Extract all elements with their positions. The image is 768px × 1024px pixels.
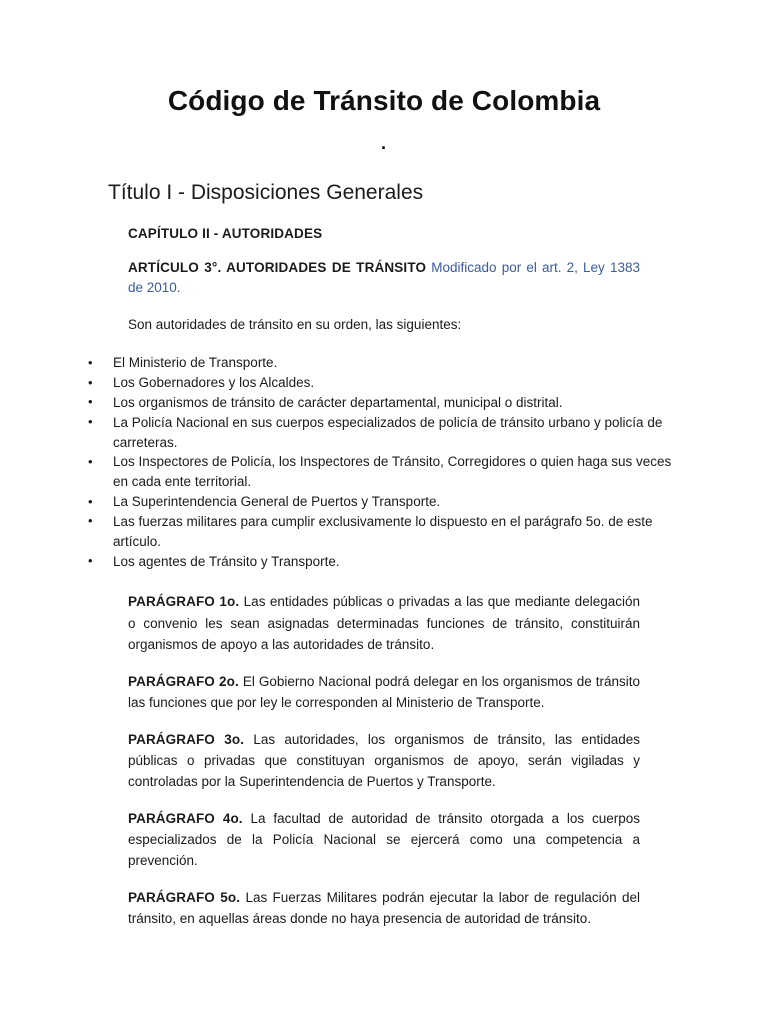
- chapter-heading-capitulo-ii: CAPÍTULO II - AUTORIDADES: [128, 226, 323, 242]
- paragraph-label: PARÁGRAFO 4o.: [128, 810, 243, 826]
- paragraph-text: Las autoridades, los organismos de tránsito, las entidades públicas o privadas que constituyan organismos de apoyo, serán vigiladas y controladas por la Superintendencia de Puertos y Transporte.: [128, 731, 640, 789]
- article-heading: [128, 244, 640, 299]
- article-amendment-link[interactable]: Modificado por el art. 2, Ley 1383 de 2010.: [128, 259, 640, 296]
- list-item: • Los organismos de tránsito de carácter departamental, municipal o distrital.: [88, 393, 673, 413]
- paragraph-5: [128, 887, 640, 929]
- paragraph-label: PARÁGRAFO 2o.: [128, 673, 239, 689]
- paragraph-text: Las Fuerzas Militares podrán ejecutar la labor de regulación del tránsito, en aquellas áreas donde no haya presencia de autoridad de tránsito.: [128, 889, 640, 927]
- list-item: • Los Inspectores de Policía, los Inspectores de Tránsito, Corregidores o quien haga sus veces en cada ente territorial.: [88, 452, 673, 492]
- list-item: • La Superintendencia General de Puertos y Transporte.: [88, 492, 673, 512]
- paragraph-text: La facultad de autoridad de tránsito otorgada a los cuerpos especializados de la Policía Nacional se ejercerá como una competencia a prevención.: [128, 810, 640, 868]
- paragraph-label: PARÁGRAFO 3o.: [128, 731, 245, 747]
- paragraph-text: Las entidades públicas o privadas a las que mediante delegación o convenio les sean asignadas determinadas funciones de tránsito, constituirán organismos de apoyo a las autoridades de tránsito.: [128, 594, 640, 652]
- paragraph-label: PARÁGRAFO 5o.: [128, 889, 241, 905]
- list-item: • Los agentes de Tránsito y Transporte.: [88, 552, 673, 572]
- list-item: • El Ministerio de Transporte.: [88, 353, 673, 373]
- paragraph-1: [128, 591, 640, 670]
- article-label: ARTÍCULO 3°. AUTORIDADES DE TRÁNSITO: [128, 259, 427, 275]
- paragraph-2: [128, 671, 640, 729]
- list-item: • La Policía Nacional en sus cuerpos especializados de policía de tránsito urbano y policía de carreteras.: [88, 413, 673, 453]
- paragraphs-block: [0, 571, 768, 929]
- title-separator-dot: ·: [381, 138, 387, 159]
- list-item: • Las fuerzas militares para cumplir exclusivamente lo dispuesto en el parágrafo 5o. de este artículo.: [88, 512, 673, 552]
- document-title: Código de Tránsito de Colombia: [167, 85, 601, 116]
- paragraph-3: [128, 729, 640, 808]
- authorities-list: [0, 335, 768, 571]
- paragraph-text: El Gobierno Nacional podrá delegar en los organismos de tránsito las funciones que por ley le corresponden al Ministerio de Transporte.: [128, 673, 640, 710]
- section-heading-titulo-i: Título I - Disposiciones Generales: [108, 181, 424, 205]
- list-item: • Los Gobernadores y los Alcaldes.: [88, 373, 673, 393]
- paragraph-label: PARÁGRAFO 1o.: [128, 594, 240, 610]
- article-block: [0, 206, 768, 335]
- intro-paragraph: Son autoridades de tránsito en su orden, las siguientes:: [128, 316, 462, 332]
- paragraph-4: [128, 808, 640, 887]
